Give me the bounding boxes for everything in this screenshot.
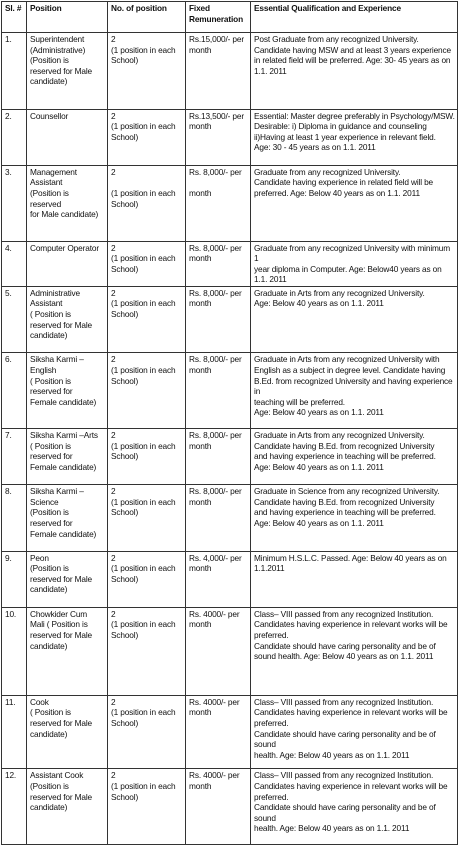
cell-remuneration: Rs. 4000/- per month [186,769,251,845]
table-row [2,241,458,286]
cell-remuneration: Rs. 8,000/- per month [186,241,251,286]
cell-qualification: Graduate from any recognized University. Candidate having experience in related field will be preferred. Age: Below 40 years as on 1.1. 2011 [251,165,458,241]
cell-count: 2 (1 position in each School) [108,241,186,286]
cell-sl: 10. [2,607,27,695]
cell-position: Administrative Assistant ( Position is reserved for Male candidate) [27,286,108,352]
cell-count: 2 (1 position in each School) [108,428,186,484]
cell-qualification: Graduate in Arts from any recognized University. Candidate having B.Ed. from recognized University and having experience in teaching will be preferred. Age: Below 40 years as on 1.1. 2011 [251,428,458,484]
header-row [2,2,458,33]
cell-count: 2 (1 position in each School) [108,695,186,769]
cell-sl: 11. [2,695,27,769]
table-row [2,428,458,484]
header-number-of-positions: No. of position [108,2,186,33]
cell-count: 2 (1 position in each School) [108,165,186,241]
cell-sl: 2. [2,109,27,165]
cell-sl: 12. [2,769,27,845]
cell-count: 2 (1 position in each School) [108,33,186,110]
cell-sl: 5. [2,286,27,352]
table-row [2,695,458,769]
cell-position: Cook ( Position is reserved for Male candidate) [27,695,108,769]
cell-sl: 3. [2,165,27,241]
cell-sl: 1. [2,33,27,110]
cell-remuneration: Rs. 4000/- per month [186,695,251,769]
cell-sl: 9. [2,551,27,607]
cell-sl: 7. [2,428,27,484]
cell-position: Computer Operator [27,241,108,286]
cell-qualification: Graduate in Arts from any recognized University with English as a subject in degree level. Candidate having B.Ed. from recognized University and having experience in teaching will be preferred. Age: Below 40 years as on 1.1. 2011 [251,353,458,429]
cell-qualification: Class– VIII passed from any recognized Institution. Candidates having experience in relevant works will be preferred. Candidate should have caring personality and be of sound health. Age: Below 40 years as on 1.1. 2011 [251,695,458,769]
cell-position: Management Assistant (Position is reserved for Male candidate) [27,165,108,241]
cell-remuneration: Rs.13,500/- per month [186,109,251,165]
table-row [2,286,458,352]
cell-count: 2 (1 position in each School) [108,485,186,551]
cell-qualification: Graduate in Arts from any recognized University. Age: Below 40 years as on 1.1. 2011 [251,286,458,352]
cell-qualification: Essential: Master degree preferably in Psychology/MSW. Desirable: i) Diploma in guidance and counseling ii)Having at least 1 year experience in relevant field. Age: 30 - 45 years as on 1.1. 2011 [251,109,458,165]
header-sl: Sl. # [2,2,27,33]
cell-position: Chowkider Cum Mali ( Position is reserved for Male candidate) [27,607,108,695]
header-remuneration: Fixed Remuneration [186,2,251,33]
table-row [2,551,458,607]
cell-sl: 6. [2,353,27,429]
cell-remuneration: Rs. 8,000/- per month [186,165,251,241]
header-qualification: Essential Qualification and Experience [251,2,458,33]
cell-position: Siksha Karmi – Science (Position is reserved for Female candidate) [27,485,108,551]
table-row [2,165,458,241]
cell-count: 2 (1 position in each School) [108,607,186,695]
cell-qualification: Graduate in Science from any recognized University. Candidate having B.Ed. from recognized University and having experience in teaching will be preferred. Age: Below 40 years as on 1.1. 2011 [251,485,458,551]
cell-count: 2 (1 position in each School) [108,769,186,845]
cell-remuneration: Rs. 8,000/- per month [186,428,251,484]
cell-sl: 8. [2,485,27,551]
cell-qualification: Class– VIII passed from any recognized Institution. Candidates having experience in relevant works will be preferred. Candidate should have caring personality and be of sound health. Age: Below 40 years as on 1.1. 2011 [251,607,458,695]
cell-position: Siksha Karmi –Arts ( Position is reserved for Female candidate) [27,428,108,484]
cell-position: Assistant Cook (Position is reserved for Male candidate) [27,769,108,845]
cell-count: 2 (1 position in each School) [108,353,186,429]
recruitment-table [1,1,458,845]
cell-position: Superintendent (Administrative) (Position is reserved for Male candidate) [27,33,108,110]
cell-sl: 4. [2,241,27,286]
cell-remuneration: Rs. 8,000/- per month [186,353,251,429]
cell-position: Peon (Position is reserved for Male candidate) [27,551,108,607]
cell-position: Counsellor [27,109,108,165]
table-row [2,769,458,845]
cell-remuneration: Rs. 4000/- per month [186,607,251,695]
cell-remuneration: Rs. 8,000/- per month [186,485,251,551]
cell-qualification: Class– VIII passed from any recognized Institution. Candidates having experience in relevant works will be preferred. Candidate should have caring personality and be of sound health. Age: Below 40 years as on 1.1. 2011 [251,769,458,845]
table-row [2,353,458,429]
cell-qualification: Post Graduate from any recognized University. Candidate having MSW and at least 3 years experience in related field will be preferred. Age: 30- 45 years as on 1.1. 2011 [251,33,458,110]
table-row [2,485,458,551]
cell-qualification: Graduate from any recognized University with minimum 1 year diploma in Computer. Age: Below40 years as on 1.1. 2011 [251,241,458,286]
cell-remuneration: Rs.15,000/- per month [186,33,251,110]
header-position: Position [27,2,108,33]
cell-remuneration: Rs. 4,000/- per month [186,551,251,607]
table-row [2,33,458,110]
cell-count: 2 (1 position in each School) [108,286,186,352]
cell-remuneration: Rs. 8,000/- per month [186,286,251,352]
cell-qualification: Minimum H.S.L.C. Passed. Age: Below 40 years as on 1.1.2011 [251,551,458,607]
table-row [2,607,458,695]
cell-count: 2 (1 position in each School) [108,109,186,165]
cell-count: 2 (1 position in each School) [108,551,186,607]
cell-position: Siksha Karmi – English ( Position is reserved for Female candidate) [27,353,108,429]
table-row [2,109,458,165]
